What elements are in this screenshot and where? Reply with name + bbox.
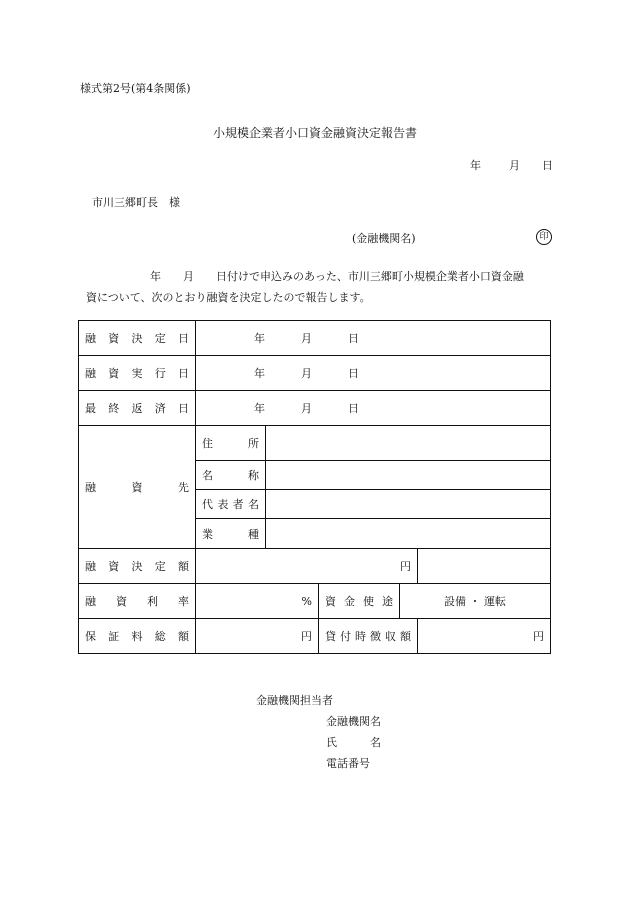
loan-amount-label: 融 資 決 定 額 (85, 560, 189, 573)
row-interest-rate (79, 584, 551, 619)
row-borrower-address (79, 426, 551, 461)
representative-label: 代 表 者 名 (202, 498, 259, 511)
seal-mark: 印 (536, 229, 552, 245)
document-title: 小規模企業者小口資金融資決定報告書 (212, 126, 417, 140)
fund-purpose-label: 資 金 使 途 (325, 595, 393, 608)
date-day: 日 (542, 159, 553, 172)
yen-unit: 円 (400, 560, 411, 573)
body-text-line1: 年 月 日付けで申込みのあった、市川三郷町小規模企業者小口資金融 (150, 270, 524, 283)
final-repayment-date-label: 最 終 返 済 日 (85, 402, 189, 415)
interest-rate-label: 融 資 利 率 (85, 595, 189, 608)
officer-bank-label: 金融機関名 (326, 715, 381, 728)
yen-unit: 円 (301, 630, 312, 643)
officer-phone-label: 電話番号 (326, 757, 370, 770)
commission-field[interactable] (418, 619, 551, 654)
row-loan-amount (79, 549, 551, 584)
yen-unit: 円 (533, 630, 544, 643)
interest-rate-field[interactable] (196, 584, 319, 619)
execution-date-label: 融 資 実 行 日 (85, 367, 189, 380)
guarantee-fee-field[interactable] (196, 619, 319, 654)
loan-report-table (78, 320, 551, 654)
officer-name-label: 氏 名 (326, 736, 381, 749)
address-field[interactable] (266, 426, 551, 461)
decision-date-label: 融 資 決 定 日 (85, 332, 189, 345)
industry-field[interactable] (266, 519, 551, 549)
final-repayment-date-field[interactable]: 年 月 日 (196, 391, 551, 426)
addressee: 市川三郷町長 様 (92, 196, 180, 209)
body-text-line2: 資について、次のとおり融資を決定したので報告します。 (86, 291, 371, 304)
guarantee-fee-label: 保 証 料 総 額 (85, 630, 189, 643)
fund-purpose-field[interactable]: 設備 ・ 運転 (400, 584, 551, 619)
bank-name-label: (金融機関名) (352, 232, 416, 245)
representative-field[interactable] (266, 490, 551, 519)
address-label: 住 所 (202, 437, 259, 450)
commission-label: 貸 付 時 徴 収 額 (325, 630, 411, 643)
date-month: 月 (509, 159, 520, 172)
form-number-label: 様式第2号(第4条関係) (80, 82, 191, 95)
row-decision-date (79, 321, 551, 356)
industry-label: 業 種 (202, 527, 259, 541)
row-execution-date (79, 356, 551, 391)
loan-amount-field[interactable] (196, 549, 418, 584)
officer-heading: 金融機関担当者 (256, 694, 333, 707)
row-guarantee-fee (79, 619, 551, 654)
officer-details (326, 711, 381, 774)
decision-date-field[interactable]: 年 月 日 (196, 321, 551, 356)
row-final-repayment-date (79, 391, 551, 426)
company-name-label: 名 称 (202, 469, 259, 482)
borrower-label: 融 資 先 (85, 481, 189, 494)
execution-date-field[interactable]: 年 月 日 (196, 356, 551, 391)
loan-amount-blank (418, 549, 551, 584)
percent-unit: % (301, 594, 312, 608)
date-year: 年 (470, 159, 481, 172)
report-date (470, 157, 553, 173)
company-name-field[interactable] (266, 461, 551, 490)
